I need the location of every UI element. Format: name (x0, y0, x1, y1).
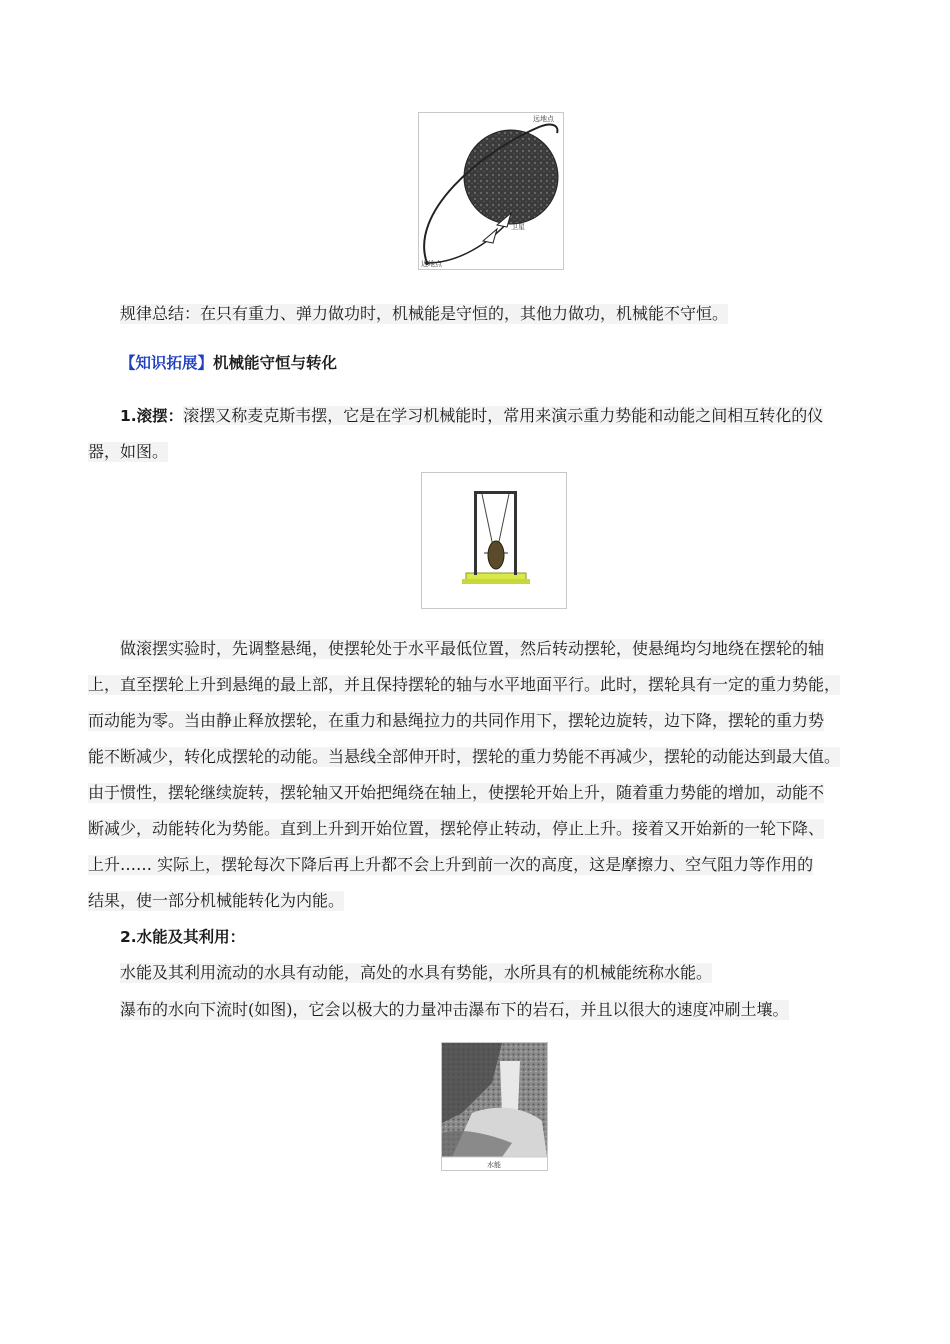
item1-para-line: 结果，使一部分机械能转化为内能。 (88, 891, 345, 910)
summary-text: 规律总结：在只有重力、弹力做功时，机械能是守恒的，其他力做功，机械能不守恒。 (120, 304, 729, 323)
item1-label: 1.滚摆： (120, 407, 184, 425)
satellite-orbit-figure (418, 112, 564, 270)
pendulum-wheel-icon (488, 541, 504, 569)
item1-para-line: 上升…… 实际上，摆轮每次下降后再上升都不会上升到前一次的高度，这是摩擦力、空气阻力等作用的 (88, 855, 814, 874)
item1-para-line: 由于惯性，摆轮继续旋转，摆轮轴又开始把绳绕在轴上，使摆轮开始上升，随着重力势能的增加，动能不 (88, 783, 825, 802)
item2-label: 2.水能及其利用： (120, 928, 246, 946)
near-point-label: 近地点 (421, 260, 442, 268)
waterfall-water-icon (500, 1061, 520, 1113)
section-tag: 【知识拓展】 (120, 354, 214, 372)
earth-icon (464, 130, 558, 224)
item1-para-line: 上，直至摆轮上升到悬绳的最上部，并且保持摆轮的轴与水平地面平行。此时，摆轮具有一定的重力势能， (88, 675, 841, 694)
item2-line1: 水能及其利用流动的水具有动能，高处的水具有势能，水所具有的机械能统称水能。 (120, 963, 713, 982)
waterfall-figure (441, 1042, 548, 1171)
item1-para-line: 能不断减少，转化成摆轮的动能。当悬线全部伸开时，摆轮的重力势能不再减少，摆轮的动能达到最大值。 (88, 747, 841, 766)
rolling-pendulum-figure (421, 472, 567, 609)
item1-intro (120, 406, 823, 426)
satellite-arrow-icon (483, 229, 497, 243)
far-point-label: 远地点 (533, 115, 554, 123)
section-heading (120, 353, 337, 373)
item2-line2: 瀑布的水向下流时(如图)，它会以极大的力量冲击瀑布下的岩石，并且以很大的速度冲刷土壤。 (120, 1000, 789, 1019)
satellite-label: 卫星 (511, 223, 525, 231)
item1-intro-line1: 滚摆又称麦克斯韦摆，它是在学习机械能时，常用来演示重力势能和动能之间相互转化的仪 (183, 406, 824, 425)
item1-para-line: 做滚摆实验时，先调整悬绳，使摆轮处于水平最低位置，然后转动摆轮，使悬绳均匀地绕在摆轮的轴 (120, 639, 825, 658)
waterfall-caption: 水能 (487, 1161, 501, 1169)
item1-intro-line2: 器，如图。 (88, 442, 169, 461)
item1-para-line: 断减少，动能转化为势能。直到上升到开始位置，摆轮停止转动，停止上升。接着又开始新的一轮下降、 (88, 819, 825, 838)
item1-para-line: 而动能为零。当由静止释放摆轮，在重力和悬绳拉力的共同作用下，摆轮边旋转，边下降，摆轮的重力势 (88, 711, 825, 730)
section-title: 机械能守恒与转化 (213, 354, 338, 372)
